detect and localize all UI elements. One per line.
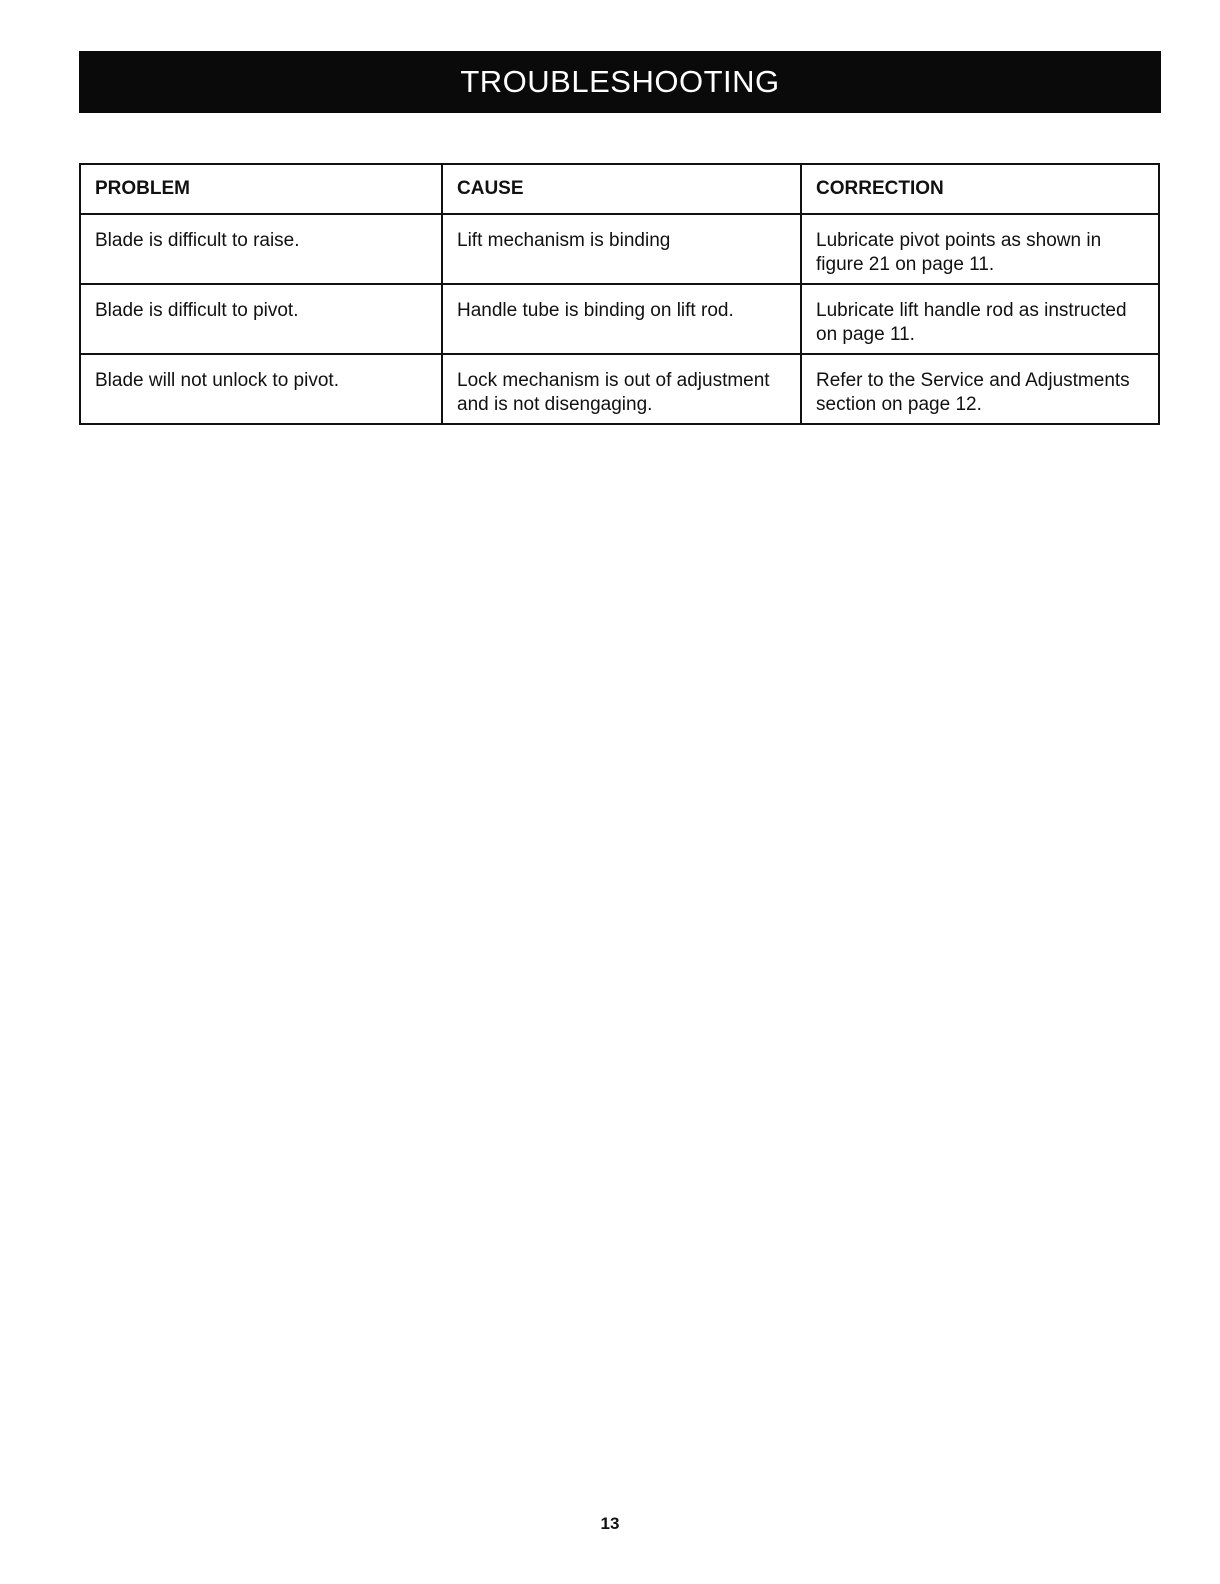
- column-header-correction: CORRECTION: [801, 164, 1159, 214]
- table-row: [80, 354, 1159, 424]
- page-title: TROUBLESHOOTING: [460, 64, 780, 99]
- cause-cell: Handle tube is binding on lift rod.: [442, 284, 801, 354]
- problem-cell: Blade will not unlock to pivot.: [80, 354, 442, 424]
- cause-cell: Lock mechanism is out of adjustment and is not disengaging.: [442, 354, 801, 424]
- page-number: 13: [600, 1514, 620, 1533]
- table-row: [80, 214, 1159, 284]
- table-header-row: [80, 164, 1159, 214]
- cause-cell: Lift mechanism is binding: [442, 214, 801, 284]
- correction-cell: Lubricate pivot points as shown in figure 21 on page 11.: [801, 214, 1159, 284]
- problem-cell: Blade is difficult to raise.: [80, 214, 442, 284]
- column-header-problem: PROBLEM: [80, 164, 442, 214]
- table-row: [80, 284, 1159, 354]
- correction-cell: Refer to the Service and Adjustments section on page 12.: [801, 354, 1159, 424]
- correction-cell: Lubricate lift handle rod as instructed on page 11.: [801, 284, 1159, 354]
- column-header-cause: CAUSE: [442, 164, 801, 214]
- section-title-bar: [79, 51, 1161, 113]
- troubleshooting-table: [79, 163, 1160, 425]
- problem-cell: Blade is difficult to pivot.: [80, 284, 442, 354]
